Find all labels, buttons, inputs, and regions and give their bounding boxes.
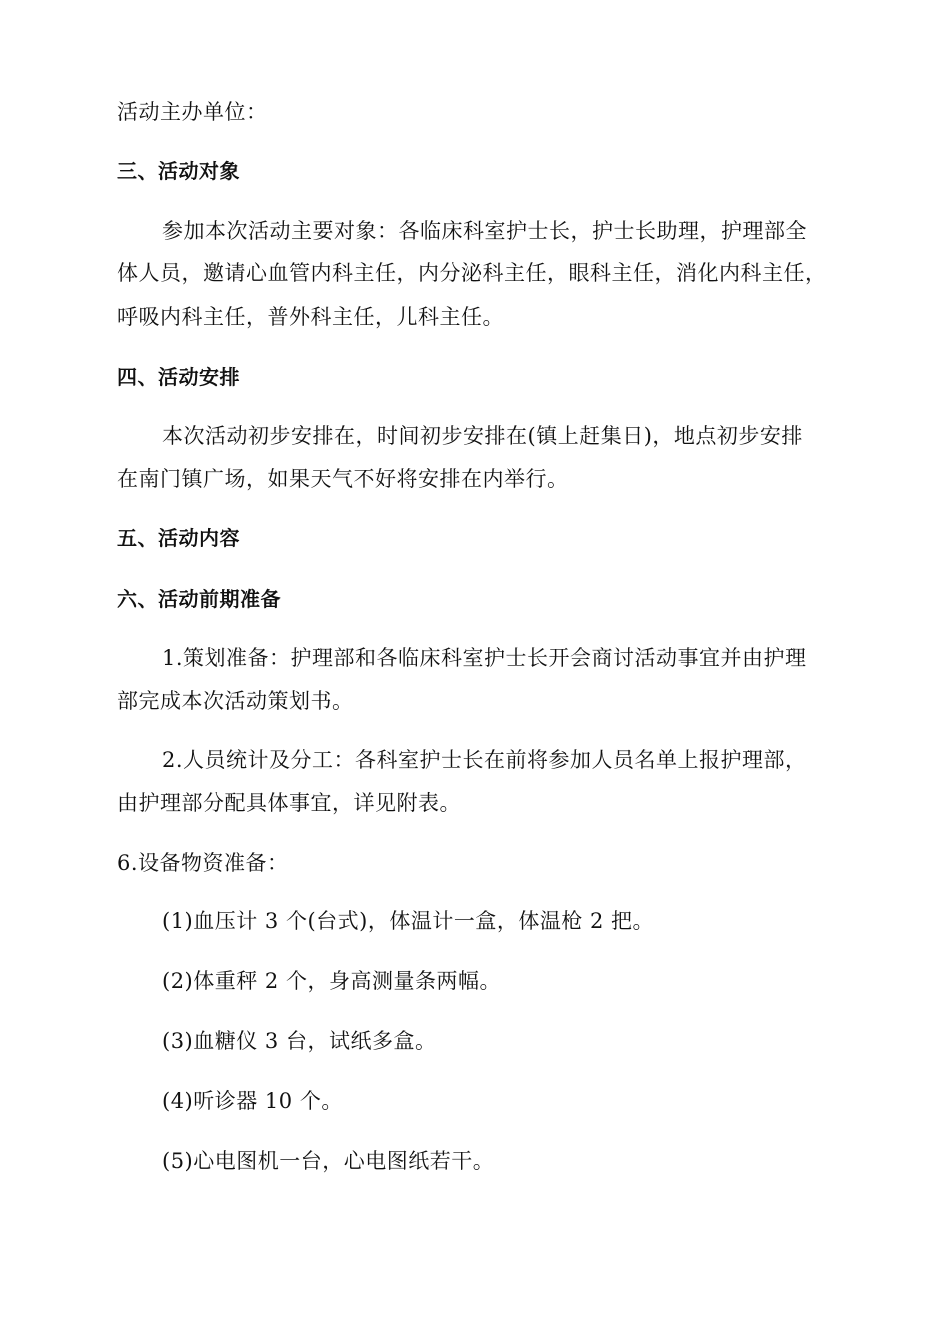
equipment-item-1: (1)血压计 3 个(台式)，体温计一盒，体温枪 2 把。 bbox=[162, 909, 655, 933]
section-3-paragraph-line-2: 体人员，邀请心血管内科主任，内分泌科主任，眼科主任，消化内科主任， bbox=[117, 261, 827, 285]
section-3-paragraph-line-3: 呼吸内科主任，普外科主任，儿科主任。 bbox=[117, 305, 504, 329]
equipment-item-2: (2)体重秤 2 个，身高测量条两幅。 bbox=[162, 969, 501, 993]
equipment-item-4: (4)听诊器 10 个。 bbox=[162, 1089, 343, 1113]
section-3-paragraph-line-1: 参加本次活动主要对象：各临床科室护士长，护士长助理，护理部全 bbox=[162, 219, 807, 243]
section-4-paragraph-line-2: 在南门镇广场，如果天气不好将安排在内举行。 bbox=[117, 467, 569, 491]
section-4-paragraph-line-1: 本次活动初步安排在，时间初步安排在(镇上赶集日)，地点初步安排 bbox=[162, 424, 803, 448]
section-4-heading: 四、活动安排 bbox=[117, 365, 240, 389]
item-1-line-2: 部完成本次活动策划书。 bbox=[117, 689, 354, 713]
equipment-item-5: (5)心电图机一台，心电图纸若干。 bbox=[162, 1149, 495, 1173]
section-6-heading: 六、活动前期准备 bbox=[117, 587, 281, 611]
section-5-heading: 五、活动内容 bbox=[117, 526, 240, 550]
item-2-line-1: 2.人员统计及分工：各科室护士长在前将参加人员名单上报护理部， bbox=[162, 748, 807, 772]
section-3-heading: 三、活动对象 bbox=[117, 159, 240, 183]
item-1-line-1: 1.策划准备：护理部和各临床科室护士长开会商讨活动事宜并由护理 bbox=[162, 646, 807, 670]
equipment-label: 6.设备物资准备： bbox=[117, 851, 289, 875]
organizer-label: 活动主办单位： bbox=[117, 100, 268, 124]
equipment-item-3: (3)血糖仪 3 台，试纸多盒。 bbox=[162, 1029, 437, 1053]
item-2-line-2: 由护理部分配具体事宜，详见附表。 bbox=[117, 791, 461, 815]
